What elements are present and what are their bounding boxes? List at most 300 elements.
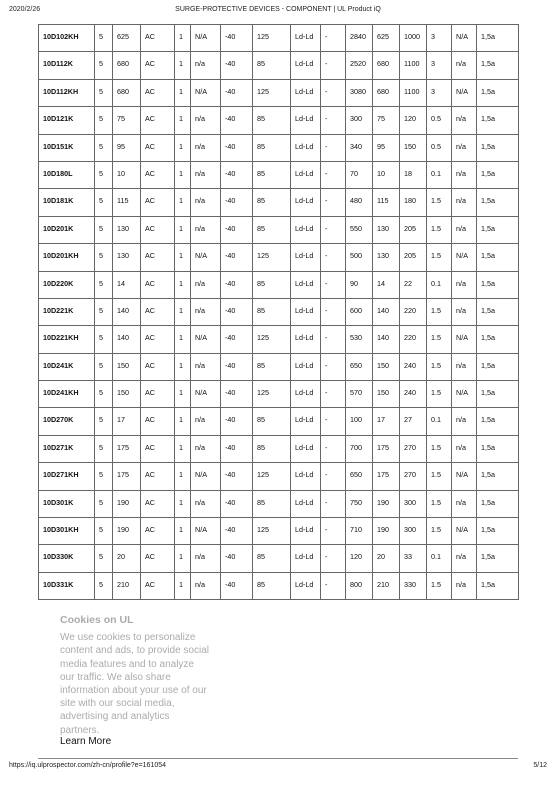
table-cell: 5: [95, 161, 113, 188]
table-cell: N/A: [452, 25, 477, 52]
table-cell: n/a: [191, 189, 221, 216]
table-cell: AC: [141, 408, 175, 435]
table-cell: n/a: [452, 189, 477, 216]
product-table-wrap: [38, 24, 518, 600]
table-cell: -: [321, 545, 346, 572]
table-cell: 3: [427, 25, 452, 52]
part-number-cell: 10D221KH: [39, 326, 95, 353]
table-cell: Ld-Ld: [291, 518, 321, 545]
table-cell: 1.5: [427, 490, 452, 517]
table-cell: 1.5: [427, 189, 452, 216]
table-cell: 190: [113, 490, 141, 517]
table-row: [39, 326, 519, 353]
table-cell: 300: [400, 518, 427, 545]
table-cell: n/a: [452, 271, 477, 298]
table-cell: 1.5: [427, 572, 452, 599]
table-cell: 0.1: [427, 545, 452, 572]
table-cell: 190: [113, 518, 141, 545]
table-cell: 140: [113, 298, 141, 325]
table-cell: n/a: [452, 545, 477, 572]
table-cell: n/a: [452, 107, 477, 134]
table-row: [39, 490, 519, 517]
table-cell: 1,5a: [477, 107, 519, 134]
table-row: [39, 52, 519, 79]
table-cell: 85: [253, 435, 291, 462]
cookie-text: We use cookies to personalize content and ads, to provide social media features and to analyze our traffic. We also share information about your use of our site with our social media, advertising and analytics partners.: [60, 632, 209, 736]
table-cell: -40: [221, 25, 253, 52]
table-cell: n/a: [452, 161, 477, 188]
part-number-cell: 10D301KH: [39, 518, 95, 545]
table-cell: Ld-Ld: [291, 353, 321, 380]
table-cell: 175: [113, 463, 141, 490]
part-number-cell: 10D121K: [39, 107, 95, 134]
table-cell: 700: [346, 435, 373, 462]
table-cell: 1,5a: [477, 79, 519, 106]
part-number-cell: 10D151K: [39, 134, 95, 161]
table-cell: 550: [346, 216, 373, 243]
part-number-cell: 10D201K: [39, 216, 95, 243]
table-cell: 1,5a: [477, 216, 519, 243]
table-cell: Ld-Ld: [291, 298, 321, 325]
table-cell: 1,5a: [477, 408, 519, 435]
table-cell: AC: [141, 353, 175, 380]
table-cell: 175: [373, 435, 400, 462]
table-cell: 340: [346, 134, 373, 161]
table-cell: -: [321, 353, 346, 380]
table-cell: Ld-Ld: [291, 216, 321, 243]
table-cell: 14: [113, 271, 141, 298]
table-cell: 150: [400, 134, 427, 161]
table-cell: 125: [253, 244, 291, 271]
table-cell: 10: [113, 161, 141, 188]
cookie-title: Cookies on UL: [60, 614, 134, 626]
table-cell: Ld-Ld: [291, 572, 321, 599]
table-cell: N/A: [191, 381, 221, 408]
table-cell: Ld-Ld: [291, 244, 321, 271]
table-cell: n/a: [191, 353, 221, 380]
table-cell: 1: [175, 435, 191, 462]
table-cell: N/A: [191, 244, 221, 271]
product-table: [38, 24, 519, 600]
table-cell: 210: [373, 572, 400, 599]
cookie-banner: [60, 614, 210, 737]
table-cell: 95: [113, 134, 141, 161]
part-number-cell: 10D221K: [39, 298, 95, 325]
table-cell: 125: [253, 463, 291, 490]
table-cell: 85: [253, 52, 291, 79]
table-cell: 1,5a: [477, 463, 519, 490]
table-cell: 5: [95, 79, 113, 106]
table-cell: -: [321, 408, 346, 435]
table-cell: 1.5: [427, 326, 452, 353]
table-cell: -40: [221, 271, 253, 298]
table-cell: 1,5a: [477, 381, 519, 408]
table-cell: 330: [400, 572, 427, 599]
table-cell: 1,5a: [477, 435, 519, 462]
table-cell: 1.5: [427, 381, 452, 408]
table-cell: 3080: [346, 79, 373, 106]
table-row: [39, 572, 519, 599]
table-cell: 150: [113, 353, 141, 380]
table-cell: 1,5a: [477, 545, 519, 572]
table-cell: 130: [373, 244, 400, 271]
table-cell: Ld-Ld: [291, 381, 321, 408]
table-cell: 1,5a: [477, 572, 519, 599]
table-cell: AC: [141, 134, 175, 161]
table-cell: 100: [346, 408, 373, 435]
table-cell: Ld-Ld: [291, 189, 321, 216]
table-cell: 650: [346, 463, 373, 490]
table-cell: 1: [175, 271, 191, 298]
table-cell: 5: [95, 298, 113, 325]
table-cell: N/A: [191, 518, 221, 545]
table-cell: 750: [346, 490, 373, 517]
table-cell: N/A: [452, 381, 477, 408]
product-table-body: [39, 25, 519, 600]
table-cell: 1100: [400, 79, 427, 106]
table-cell: 1: [175, 408, 191, 435]
table-cell: 1: [175, 244, 191, 271]
table-cell: 1,5a: [477, 326, 519, 353]
table-cell: 85: [253, 161, 291, 188]
table-cell: -40: [221, 381, 253, 408]
page-footer: [9, 760, 547, 772]
table-cell: 5: [95, 518, 113, 545]
table-cell: 85: [253, 189, 291, 216]
table-cell: 120: [346, 545, 373, 572]
table-cell: 1,5a: [477, 161, 519, 188]
table-row: [39, 518, 519, 545]
part-number-cell: 10D330K: [39, 545, 95, 572]
table-cell: 150: [373, 353, 400, 380]
table-cell: 1.5: [427, 463, 452, 490]
part-number-cell: 10D102KH: [39, 25, 95, 52]
table-row: [39, 408, 519, 435]
table-cell: -: [321, 271, 346, 298]
table-cell: N/A: [191, 25, 221, 52]
table-cell: n/a: [452, 216, 477, 243]
table-cell: 625: [113, 25, 141, 52]
table-cell: 3: [427, 79, 452, 106]
table-row: [39, 353, 519, 380]
table-cell: 1,5a: [477, 298, 519, 325]
table-row: [39, 79, 519, 106]
table-cell: AC: [141, 271, 175, 298]
part-number-cell: 10D201KH: [39, 244, 95, 271]
table-cell: 5: [95, 244, 113, 271]
table-cell: 85: [253, 545, 291, 572]
table-cell: N/A: [452, 326, 477, 353]
table-cell: 5: [95, 381, 113, 408]
table-cell: 85: [253, 490, 291, 517]
table-cell: 1.5: [427, 518, 452, 545]
learn-more-link[interactable]: Learn More: [60, 736, 112, 747]
table-cell: n/a: [191, 134, 221, 161]
table-cell: 1,5a: [477, 490, 519, 517]
table-cell: N/A: [452, 463, 477, 490]
table-row: [39, 463, 519, 490]
table-cell: -40: [221, 79, 253, 106]
table-cell: 1: [175, 52, 191, 79]
table-cell: AC: [141, 326, 175, 353]
table-cell: 140: [113, 326, 141, 353]
page-number: 5/12: [533, 762, 547, 769]
table-cell: 125: [253, 518, 291, 545]
table-cell: Ld-Ld: [291, 161, 321, 188]
table-cell: 125: [253, 25, 291, 52]
table-cell: AC: [141, 572, 175, 599]
table-row: [39, 435, 519, 462]
table-cell: 85: [253, 134, 291, 161]
table-cell: 150: [373, 381, 400, 408]
table-cell: 1.5: [427, 353, 452, 380]
table-cell: -40: [221, 545, 253, 572]
table-cell: 175: [373, 463, 400, 490]
table-cell: 240: [400, 381, 427, 408]
table-cell: AC: [141, 107, 175, 134]
table-cell: 5: [95, 545, 113, 572]
table-cell: 5: [95, 572, 113, 599]
table-cell: -40: [221, 134, 253, 161]
table-cell: 1: [175, 572, 191, 599]
table-cell: 85: [253, 353, 291, 380]
table-cell: 0.1: [427, 408, 452, 435]
table-cell: AC: [141, 381, 175, 408]
table-cell: n/a: [191, 490, 221, 517]
table-cell: AC: [141, 216, 175, 243]
table-cell: n/a: [452, 435, 477, 462]
table-cell: AC: [141, 435, 175, 462]
table-cell: Ld-Ld: [291, 134, 321, 161]
table-cell: 17: [373, 408, 400, 435]
table-cell: 17: [113, 408, 141, 435]
table-cell: -: [321, 107, 346, 134]
table-cell: -: [321, 134, 346, 161]
table-cell: AC: [141, 161, 175, 188]
table-cell: -: [321, 79, 346, 106]
table-cell: 5: [95, 107, 113, 134]
table-cell: 1,5a: [477, 271, 519, 298]
table-cell: N/A: [191, 463, 221, 490]
table-row: [39, 134, 519, 161]
table-cell: 220: [400, 298, 427, 325]
table-cell: AC: [141, 518, 175, 545]
table-cell: -40: [221, 518, 253, 545]
table-cell: AC: [141, 25, 175, 52]
table-cell: 1: [175, 161, 191, 188]
table-cell: n/a: [191, 161, 221, 188]
table-cell: N/A: [191, 326, 221, 353]
table-cell: AC: [141, 52, 175, 79]
table-cell: -40: [221, 189, 253, 216]
table-cell: -: [321, 189, 346, 216]
table-cell: 33: [400, 545, 427, 572]
table-cell: 270: [400, 463, 427, 490]
table-cell: 1: [175, 463, 191, 490]
table-cell: 1,5a: [477, 25, 519, 52]
table-cell: 85: [253, 298, 291, 325]
table-cell: 680: [373, 79, 400, 106]
part-number-cell: 10D301K: [39, 490, 95, 517]
table-row: [39, 25, 519, 52]
table-cell: 18: [400, 161, 427, 188]
table-cell: 1,5a: [477, 52, 519, 79]
table-cell: 500: [346, 244, 373, 271]
table-cell: n/a: [452, 298, 477, 325]
table-cell: 85: [253, 572, 291, 599]
table-cell: -: [321, 25, 346, 52]
table-cell: 115: [113, 189, 141, 216]
table-cell: 1: [175, 518, 191, 545]
table-cell: 1.5: [427, 435, 452, 462]
table-cell: 5: [95, 490, 113, 517]
table-cell: 600: [346, 298, 373, 325]
table-cell: -: [321, 216, 346, 243]
table-cell: 5: [95, 271, 113, 298]
table-cell: Ld-Ld: [291, 52, 321, 79]
table-cell: Ld-Ld: [291, 107, 321, 134]
table-cell: 85: [253, 408, 291, 435]
table-cell: 5: [95, 216, 113, 243]
table-cell: 1,5a: [477, 518, 519, 545]
part-number-cell: 10D180L: [39, 161, 95, 188]
part-number-cell: 10D331K: [39, 572, 95, 599]
table-cell: 710: [346, 518, 373, 545]
table-cell: 1.5: [427, 298, 452, 325]
table-cell: 70: [346, 161, 373, 188]
table-cell: Ld-Ld: [291, 435, 321, 462]
footer-divider: [38, 758, 518, 759]
table-cell: 95: [373, 134, 400, 161]
table-cell: 0.1: [427, 271, 452, 298]
table-cell: 300: [346, 107, 373, 134]
table-cell: 2520: [346, 52, 373, 79]
table-cell: 210: [113, 572, 141, 599]
table-cell: 3: [427, 52, 452, 79]
page-title: SURGE-PROTECTIVE DEVICES - COMPONENT | UL Product iQ: [175, 6, 381, 13]
table-cell: 1,5a: [477, 353, 519, 380]
table-cell: 125: [253, 381, 291, 408]
table-cell: 530: [346, 326, 373, 353]
table-cell: 190: [373, 518, 400, 545]
part-number-cell: 10D270K: [39, 408, 95, 435]
table-cell: 1: [175, 326, 191, 353]
table-cell: 115: [373, 189, 400, 216]
table-cell: n/a: [191, 298, 221, 325]
table-cell: 1: [175, 353, 191, 380]
table-cell: n/a: [452, 134, 477, 161]
table-cell: 27: [400, 408, 427, 435]
table-cell: 1: [175, 79, 191, 106]
table-cell: -40: [221, 353, 253, 380]
table-row: [39, 161, 519, 188]
part-number-cell: 10D181K: [39, 189, 95, 216]
table-cell: n/a: [191, 271, 221, 298]
table-cell: 5: [95, 134, 113, 161]
table-cell: 570: [346, 381, 373, 408]
table-cell: 22: [400, 271, 427, 298]
table-cell: 1: [175, 134, 191, 161]
table-cell: n/a: [191, 435, 221, 462]
table-cell: -: [321, 326, 346, 353]
table-cell: 680: [373, 52, 400, 79]
table-cell: 90: [346, 271, 373, 298]
table-cell: Ld-Ld: [291, 545, 321, 572]
table-cell: Ld-Ld: [291, 79, 321, 106]
table-cell: n/a: [191, 408, 221, 435]
table-cell: 480: [346, 189, 373, 216]
table-cell: n/a: [191, 216, 221, 243]
table-cell: -: [321, 161, 346, 188]
table-cell: n/a: [452, 490, 477, 517]
table-cell: 14: [373, 271, 400, 298]
table-cell: -40: [221, 408, 253, 435]
table-cell: Ld-Ld: [291, 25, 321, 52]
table-cell: 0.1: [427, 161, 452, 188]
table-cell: -: [321, 435, 346, 462]
table-cell: AC: [141, 490, 175, 517]
table-cell: 0.5: [427, 107, 452, 134]
table-cell: Ld-Ld: [291, 408, 321, 435]
table-cell: 120: [400, 107, 427, 134]
learn-more-wrap: [60, 736, 111, 747]
table-cell: -: [321, 463, 346, 490]
table-cell: 300: [400, 490, 427, 517]
table-cell: 140: [373, 326, 400, 353]
table-cell: Ld-Ld: [291, 326, 321, 353]
table-cell: AC: [141, 463, 175, 490]
table-cell: n/a: [191, 545, 221, 572]
part-number-cell: 10D271KH: [39, 463, 95, 490]
table-cell: n/a: [191, 107, 221, 134]
part-number-cell: 10D271K: [39, 435, 95, 462]
table-cell: N/A: [452, 518, 477, 545]
part-number-cell: 10D241KH: [39, 381, 95, 408]
table-cell: -40: [221, 326, 253, 353]
table-cell: 625: [373, 25, 400, 52]
table-cell: -: [321, 572, 346, 599]
table-cell: 20: [373, 545, 400, 572]
table-cell: 205: [400, 216, 427, 243]
table-cell: -40: [221, 435, 253, 462]
table-cell: n/a: [452, 52, 477, 79]
table-cell: -: [321, 518, 346, 545]
page-url: https://iq.ulprospector.com/zh-cn/profile?e=161054: [9, 762, 167, 769]
table-cell: Ld-Ld: [291, 490, 321, 517]
table-cell: 680: [113, 52, 141, 79]
table-row: [39, 298, 519, 325]
table-cell: -: [321, 381, 346, 408]
table-cell: 5: [95, 52, 113, 79]
table-cell: 270: [400, 435, 427, 462]
table-cell: AC: [141, 189, 175, 216]
table-cell: n/a: [452, 572, 477, 599]
table-cell: -: [321, 490, 346, 517]
table-cell: 5: [95, 463, 113, 490]
table-cell: 1: [175, 216, 191, 243]
table-cell: -40: [221, 107, 253, 134]
part-number-cell: 10D220K: [39, 271, 95, 298]
table-cell: Ld-Ld: [291, 463, 321, 490]
table-cell: -: [321, 52, 346, 79]
table-cell: 1: [175, 545, 191, 572]
table-cell: 1: [175, 490, 191, 517]
table-cell: -40: [221, 490, 253, 517]
table-row: [39, 381, 519, 408]
table-cell: -40: [221, 298, 253, 325]
table-cell: n/a: [191, 572, 221, 599]
part-number-cell: 10D112K: [39, 52, 95, 79]
